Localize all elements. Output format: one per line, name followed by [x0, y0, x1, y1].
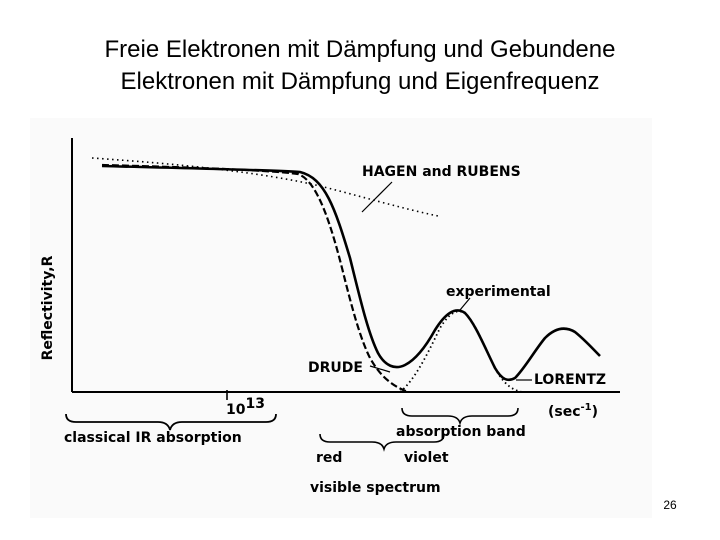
lorentz-label: LORENTZ: [534, 372, 607, 388]
slide-title-line-2: Elektronen mit Dämpfung und Eigenfrequenz: [120, 68, 600, 95]
x-tick-label-base: 10: [226, 402, 246, 418]
x-unit-close: ): [591, 404, 599, 420]
red-label: red: [316, 450, 343, 466]
x-unit-exponent: -1: [580, 402, 592, 413]
y-axis-label: Reflectivity,R: [40, 255, 56, 361]
page-number: 26: [663, 498, 677, 512]
reflectivity-figure: [30, 118, 652, 518]
experimental-label: experimental: [446, 284, 551, 300]
hagen-rubens-label: HAGEN and RUBENS: [362, 164, 521, 180]
classical-ir-label: classical IR absorption: [64, 430, 242, 446]
reflectivity-figure-svg: [30, 118, 652, 518]
visible-spectrum-label: visible spectrum: [310, 480, 441, 496]
x-tick-label-exponent: 13: [245, 396, 265, 412]
slide-title-line-1: Freie Elektronen mit Dämpfung und Gebundene: [104, 36, 616, 63]
x-unit-open: (sec: [548, 404, 581, 420]
violet-label: violet: [404, 450, 449, 466]
drude-label: DRUDE: [308, 360, 363, 376]
absorption-band-label: absorption band: [396, 424, 526, 440]
slide-title: [0, 34, 720, 98]
